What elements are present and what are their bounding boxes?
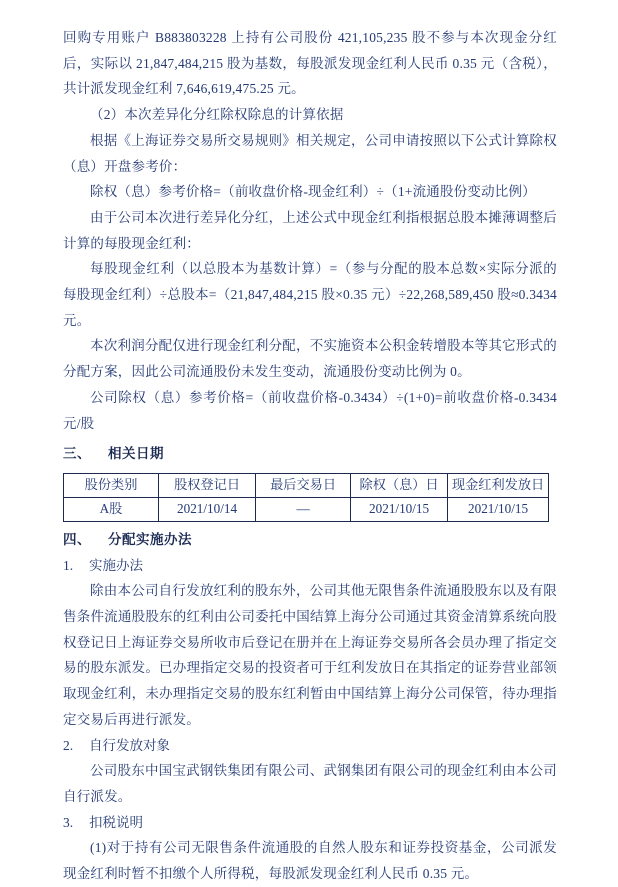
list-item-title: 实施办法 <box>89 557 143 573</box>
section-heading-related-dates <box>63 441 557 467</box>
list-item-number: 3. <box>63 814 74 830</box>
list-item-title: 扣税说明 <box>89 814 143 830</box>
table-cell-ex-dividend-date: 2021/10/15 <box>351 497 448 521</box>
section-heading-implementation <box>63 527 557 553</box>
paragraph-per-share-dividend-formula: 每股现金红利（以总股本为基数计算）=（参与分配的股本总数×实际分派的每股现金红利）÷总股本=（21,847,484,215 股×0.35 元）÷22,268,589,450 股≈0.3434 元。 <box>63 261 557 328</box>
section-number: 三、 <box>63 446 91 462</box>
table-cell-payment-date: 2021/10/15 <box>448 497 549 521</box>
list-item-implementation-method <box>63 553 557 579</box>
paragraph-repurchase-account: 回购专用账户 B883803228 上持有公司股份 421,105,235 股不参与本次现金分红后，实际以 21,847,484,215 股为基数，每股派发现金红利人民币 0.35 元（含税），共计派发现金红利 7,646,619,475.25 元。 <box>63 30 557 97</box>
paragraph-no-capital-reserve-change: 本次利润分配仅进行现金红利分配，不实施资本公积金转增股本等其它形式的分配方案，因此公司流通股份未发生变动，流通股份变动比例为 0。 <box>63 338 557 380</box>
paragraph-calc-basis-heading: （2）本次差异化分红除权除息的计算依据 <box>90 107 344 123</box>
table-header-record-date: 股权登记日 <box>159 473 256 497</box>
section-number: 四、 <box>63 531 91 547</box>
table-cell-share-class: A股 <box>64 497 159 521</box>
table-cell-last-trading-date: — <box>256 497 351 521</box>
table-header-ex-dividend-date: 除权（息）日 <box>351 473 448 497</box>
table-header-last-trading-date: 最后交易日 <box>256 473 351 497</box>
table-header-row <box>64 473 549 497</box>
paragraph-diluted-dividend-note: 由于公司本次进行差异化分红，上述公式中现金红利指根据总股本摊薄调整后计算的每股现金红利： <box>63 209 557 251</box>
paragraph-self-distribution-targets: 公司股东中国宝武钢铁集团有限公司、武钢集团有限公司的现金红利由本公司自行派发。 <box>63 763 557 804</box>
list-item-self-distribution <box>63 733 557 759</box>
paragraph-formula-ex-right-price: 除权（息）参考价格=（前收盘价格-现金红利）÷（1+流通股份变动比例） <box>90 184 536 200</box>
table-header-share-class: 股份类别 <box>64 473 159 497</box>
paragraph-reference-price-result: 公司除权（息）参考价格=（前收盘价格-0.3434）÷(1+0)=前收盘价格-0.3434 元/股 <box>63 389 557 431</box>
section-title: 相关日期 <box>108 446 164 462</box>
related-dates-table <box>63 473 549 522</box>
table-row <box>64 497 549 521</box>
list-item-number: 1. <box>63 557 74 573</box>
list-item-tax-note <box>63 810 557 836</box>
paragraph-tax-withholding: (1)对于持有公司无限售条件流通股的自然人股东和证券投资基金，公司派发现金红利时暂不扣缴个人所得税，每股派发现金红利人民币 0.35 元。 <box>63 840 557 882</box>
table-header-payment-date: 现金红利发放日 <box>448 473 549 497</box>
paragraph-distribution-via-csdc: 除由本公司自行发放红利的股东外，公司其他无限售条件流通股股东以及有限售条件流通股股东的红利由公司委托中国结算上海分公司通过其资金清算系统向股权登记日上海证券交易所收市后登记在册并在上海证券交易所各会员办理了指定交易的股东派发。已办理指定交易的投资者可于红利发放日在其指定的证券营业部领取现金红利，未办理指定交易的股东红利暂由中国结算上海分公司保管，待办理指定交易后再进行派发。 <box>63 583 557 727</box>
section-title: 分配实施办法 <box>108 531 192 547</box>
list-item-title: 自行发放对象 <box>89 737 170 753</box>
table-cell-record-date: 2021/10/14 <box>159 497 256 521</box>
paragraph-exchange-rules: 根据《上海证券交易所交易规则》相关规定，公司申请按照以下公式计算除权（息）开盘参考价： <box>63 132 557 174</box>
list-item-number: 2. <box>63 737 74 753</box>
